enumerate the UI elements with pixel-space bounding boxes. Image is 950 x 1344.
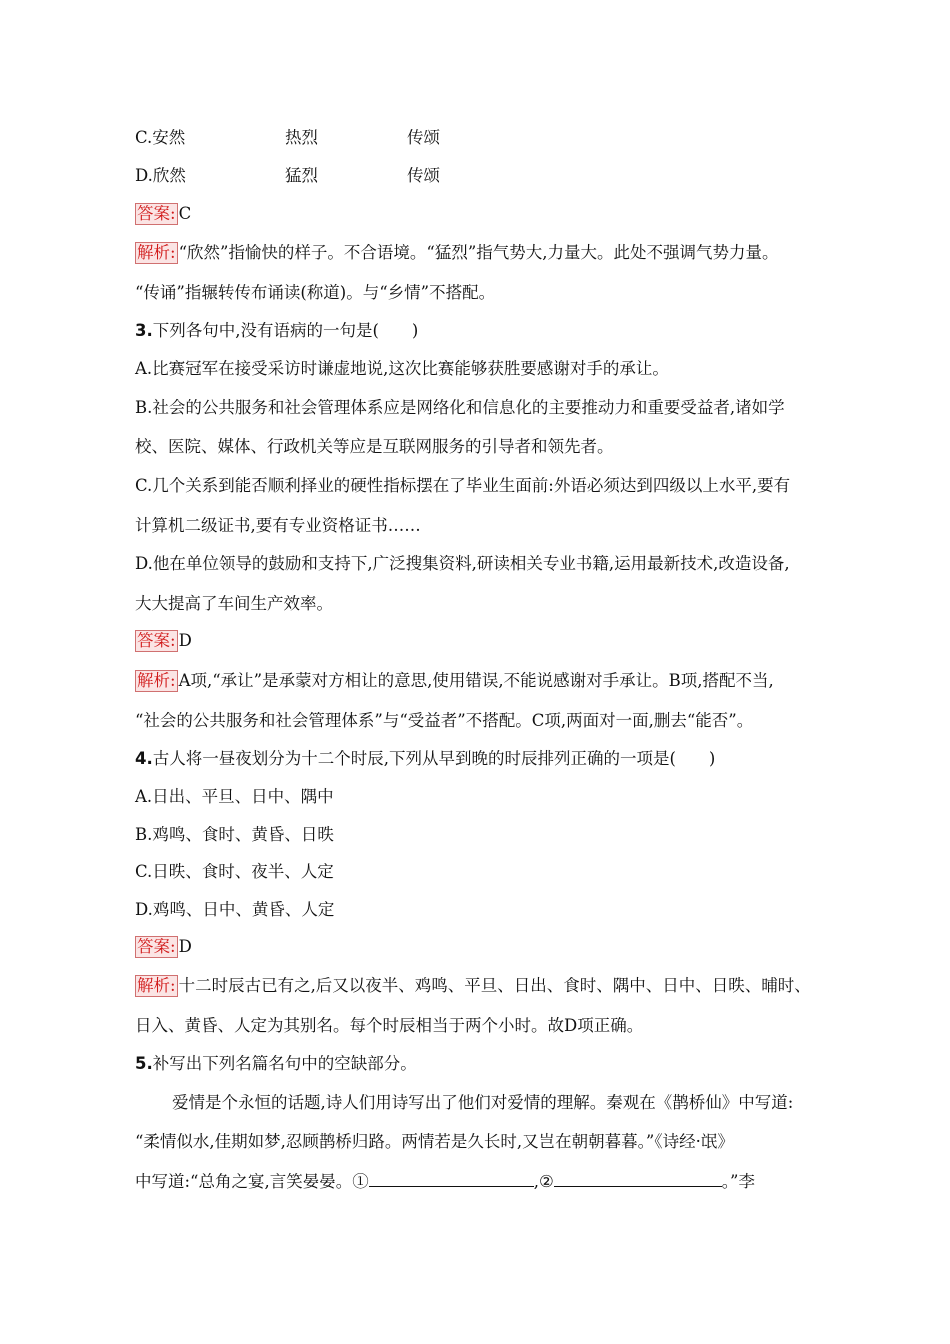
q3-analysis-text-1: A项,“承让”是承蒙对方相让的意思,使用错误,不能说感谢对手承让。B项,搭配不当, [178,671,774,690]
q2-option-d-label: D.欣然 [135,166,186,185]
q2-option-d [135,165,440,187]
q3-number: 3. [135,321,153,340]
q3-answer [135,630,192,652]
q5-paragraph-line-1: 爱情是个永恒的话题,诗人们用诗写出了他们对爱情的理解。秦观在《鹊桥仙》中写道: [172,1093,794,1112]
q2-option-c [135,127,440,149]
q4-option-d: D.鸡鸣、日中、黄昏、人定 [135,900,335,919]
q4-analysis-text-1: 十二时辰古已有之,后又以夜半、鸡鸣、平旦、日出、食时、隅中、日中、日昳、晡时、 [178,976,811,995]
q3-option-a: A.比赛冠军在接受采访时谦虚地说,这次比赛能够获胜要感谢对手的承让。 [135,359,669,378]
q2-answer-value: C [178,204,192,223]
analysis-tag: 解析: [137,671,176,690]
q5-stem-text: 补写出下列名篇名句中的空缺部分。 [152,1054,417,1073]
analysis-tag: 解析: [137,976,176,995]
q5-line-3-tail: 。”李 [721,1172,755,1191]
q2-analysis [135,242,779,264]
q4-stem-text: 古人将一昼夜划分为十二个时辰,下列从早到晚的时辰排列正确的一项是( ) [152,749,716,768]
q2-option-c-label: C.安然 [135,128,186,147]
analysis-tag: 解析: [137,243,176,262]
q3-analysis [135,670,774,692]
q3-option-d-line-2: 大大提高了车间生产效率。 [135,594,333,613]
q2-option-d-word2: 猛烈 [285,166,318,185]
q4-option-b: B.鸡鸣、食时、黄昏、日昳 [135,825,334,844]
q3-stem-text: 下列各句中,没有语病的一句是( ) [152,321,419,340]
q3-stem [135,320,418,342]
q2-option-d-word3: 传颂 [407,166,440,185]
fill-blank-1[interactable] [369,1170,534,1187]
q2-analysis-line-2: “传诵”指辗转传布诵读(称道)。与“乡情”不搭配。 [135,283,496,302]
q5-paragraph-line-3 [135,1170,755,1193]
q2-option-c-word3: 传颂 [407,128,440,147]
q4-answer-value: D [178,937,192,956]
q5-line-3-mid: ,② [533,1172,554,1191]
q3-option-c-line-2: 计算机二级证书,要有专业资格证书…… [135,516,421,535]
q4-analysis [135,975,811,997]
fill-blank-2[interactable] [554,1170,722,1187]
q4-number: 4. [135,749,153,768]
q3-option-c-line-1: C.几个关系到能否顺利择业的硬性指标摆在了毕业生面前:外语必须达到四级以上水平,要有 [135,476,791,495]
q3-option-b-line-1: B.社会的公共服务和社会管理体系应是网络化和信息化的主要推动力和重要受益者,诸如学 [135,398,785,417]
q2-option-c-word2: 热烈 [285,128,318,147]
answer-tag: 答案: [137,631,176,650]
q4-option-c: C.日昳、食时、夜半、人定 [135,862,334,881]
q5-line-3-lead: 中写道:“总角之宴,言笑晏晏。① [135,1172,369,1191]
q3-analysis-line-2: “社会的公共服务和社会管理体系”与“受益者”不搭配。C项,两面对一面,删去“能否”。 [135,711,754,730]
q3-answer-value: D [178,631,192,650]
q5-number: 5. [135,1054,153,1073]
q2-analysis-text-1: “欣然”指愉快的样子。不合语境。“猛烈”指气势大,力量大。此处不强调气势力量。 [178,243,779,262]
q4-option-a: A.日出、平旦、日中、隅中 [135,787,334,806]
q3-option-d-line-1: D.他在单位领导的鼓励和支持下,广泛搜集资料,研读相关专业书籍,运用最新技术,改造设备, [135,554,790,573]
q5-paragraph-line-2: “柔情似水,佳期如梦,忍顾鹊桥归路。两情若是久长时,又岂在朝朝暮暮。”《诗经·氓》 [135,1132,734,1151]
q5-stem [135,1053,417,1075]
q2-answer [135,203,191,225]
answer-tag: 答案: [137,937,176,956]
q4-answer [135,936,192,958]
q4-stem [135,748,715,770]
q3-option-b-line-2: 校、医院、媒体、行政机关等应是互联网服务的引导者和领先者。 [135,437,614,456]
q4-analysis-line-2: 日入、黄昏、人定为其别名。每个时辰相当于两个小时。故D项正确。 [135,1016,644,1035]
answer-tag: 答案: [137,204,176,223]
